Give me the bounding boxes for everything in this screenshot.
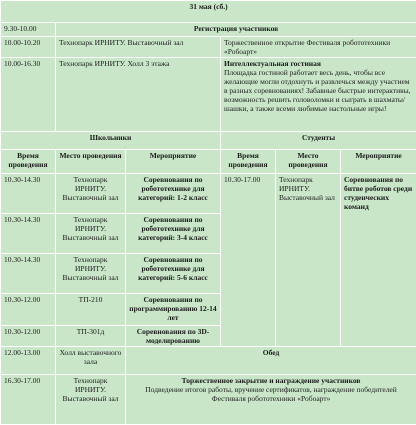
page-title: 31 мая (сб.) [1,1,416,23]
closing-title: Торжественное закрытие и награждение участников [129,376,413,385]
student-header-place: Место проведения [276,150,341,174]
school-row-time: 10.30-14.30 [1,214,56,254]
lunch-time: 12.00-13.00 [1,347,56,375]
opening-time: 10.00-10.20 [1,37,56,58]
registration-time: 9.30-10.00 [1,23,56,37]
lounge-event [221,58,416,132]
registration-row [1,23,416,37]
school-row-event: Соревнования по робототехнике для категорий: 1-2 класс [126,174,221,214]
opening-row [1,37,416,58]
lunch-label: Обед [126,347,416,375]
registration-label: Регистрация участников [56,23,416,37]
opening-place: Технопарк ИРНИТУ. Выставочный зал [56,37,221,58]
school-row-place: Технопарк ИРНИТУ. Выставочный зал [56,174,126,214]
closing-time: 16.30-17.00 [1,375,56,425]
closing-row [1,375,416,425]
lunch-row [1,347,416,375]
section-row [1,132,416,150]
school-row-place: ТП-301д [56,326,126,347]
student-row-event: Соревнования по битве роботов среди студенческих команд [341,174,416,347]
students-section-title: Студенты [221,132,416,150]
closing-event [126,375,416,425]
column-header-row [1,150,416,174]
school-row-time: 10.30-12.00 [1,294,56,326]
closing-place: Технопарк ИРНИТУ. Выставочный зал [56,375,126,425]
lounge-time: 10.00-16.30 [1,58,56,132]
school-row-time: 10.30-12.00 [1,326,56,347]
lounge-row [1,58,416,132]
school-row-place: ТП-210 [56,294,126,326]
lounge-place: Технопарк ИРНИТУ. Холл 3 этажа [56,58,221,132]
opening-event: Торжественное открытие Фестиваля робототехники «Робоарт» [221,37,416,58]
school-row-time: 10.30-14.30 [1,254,56,294]
school-header-time: Время проведения [1,150,56,174]
lunch-place: Холл выставочного зала [56,347,126,375]
lounge-event-title: Интеллектуальная гостиная [224,59,413,68]
school-header-event: Мероприятие [126,150,221,174]
school-row-place: Технопарк ИРНИТУ. Выставочный зал [56,214,126,254]
school-row-place: Технопарк ИРНИТУ. Выставочный зал [56,254,126,294]
lounge-event-text: Площадка гостиной работает весь день, чтобы все желающие могли отдохнуть и развлечься между участием в разных соревнованиях! Забавные быстрые интерактивы, возможность решить головоломки и сыграть в шахматы/шашки, а также всеми любимые настольные игры! [224,68,413,113]
schoolchildren-section-title: Школьники [1,132,221,150]
student-row-time: 10.30-17.00 [221,174,276,347]
student-row-place: Технопарк ИРНИТУ. Выставочный зал [276,174,341,347]
closing-text: Подведение итогов работы, вручение сертификатов, награждение победителей [129,385,413,394]
school-header-place: Место проведения [56,150,126,174]
school-row-time: 10.30-14.30 [1,174,56,214]
closing-footer: Фестиваля робототехники «Робоарт» [129,394,413,403]
school-row-event: Соревнования по 3D-моделированию [126,326,221,347]
table-row [1,174,416,214]
school-row-event: Соревнования по программированию 12-14 лет [126,294,221,326]
student-header-time: Время проведения [221,150,276,174]
school-row-event: Соревнования по робототехнике для категорий: 3-4 класс [126,214,221,254]
title-row [1,1,416,23]
student-header-event: Мероприятие [341,150,416,174]
school-row-event: Соревнования по робототехнике для категорий: 5-6 класс [126,254,221,294]
